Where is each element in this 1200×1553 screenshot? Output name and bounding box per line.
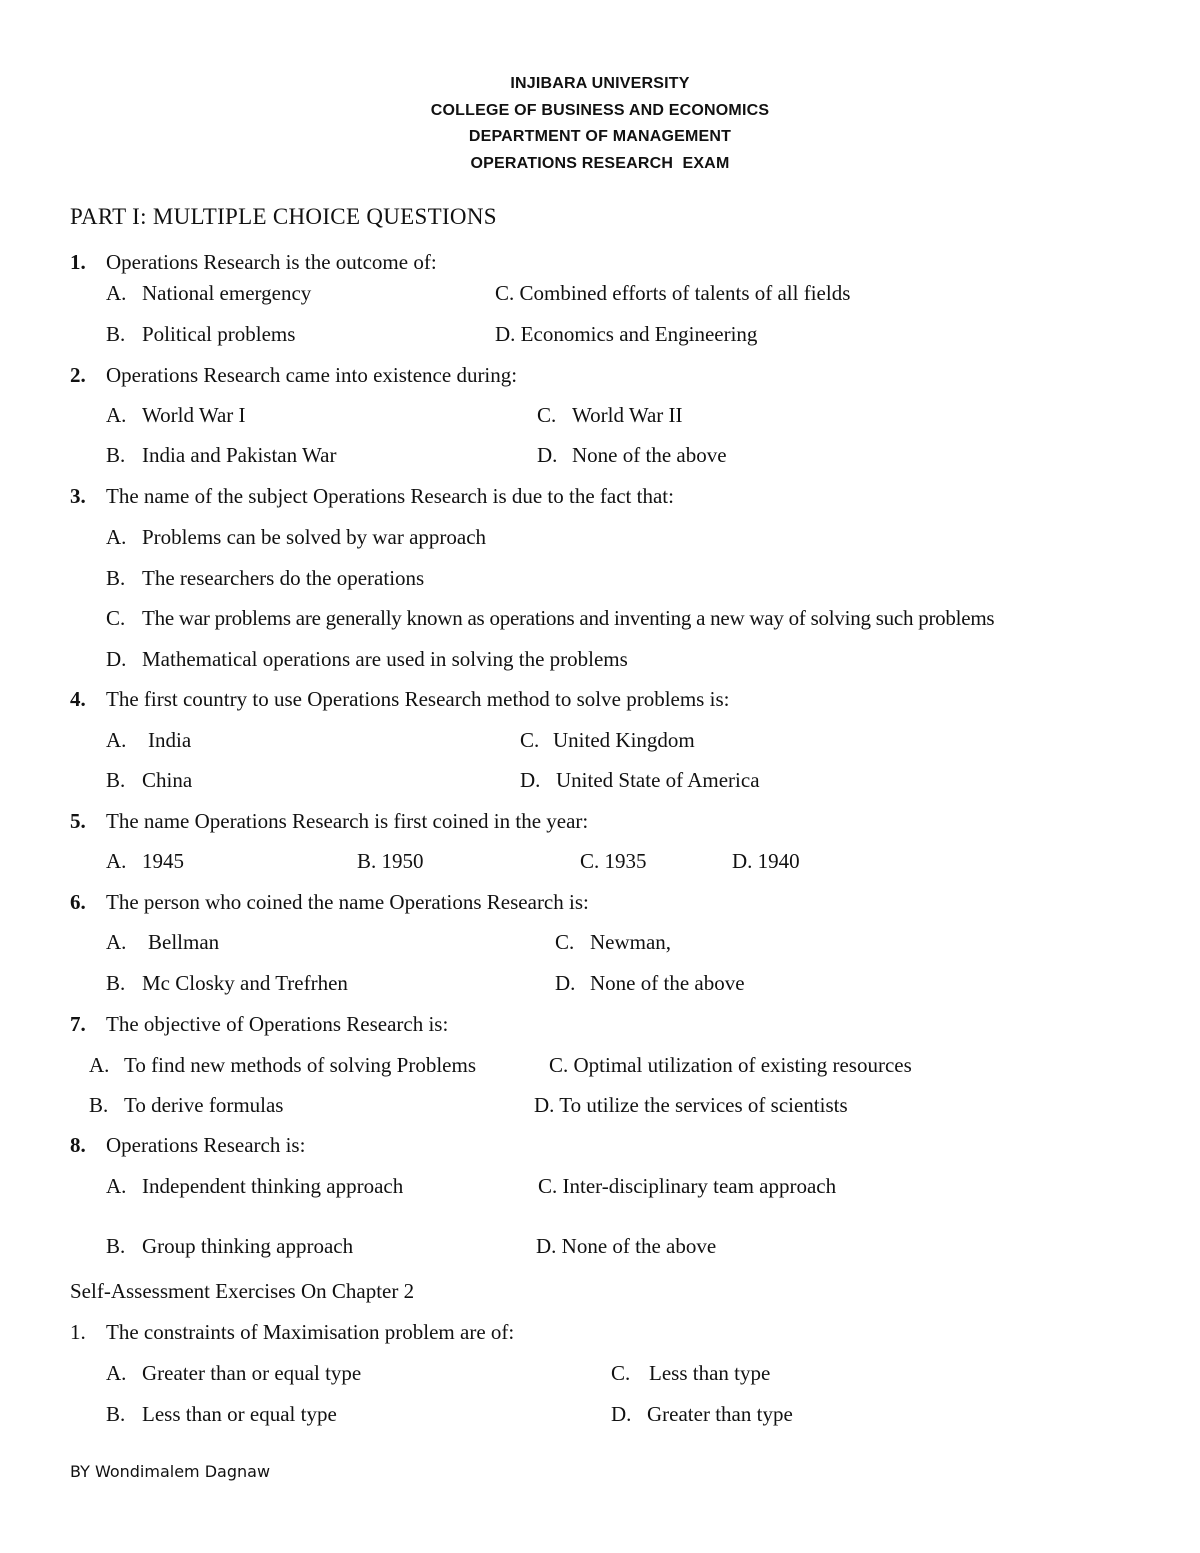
- option-text: World War II: [572, 403, 683, 427]
- option-text: C. Inter-disciplinary team approach: [538, 1174, 837, 1198]
- option-letter: A.: [106, 525, 127, 549]
- option-text: Mathematical operations are used in solving the problems: [142, 647, 628, 671]
- option-letter: A.: [106, 281, 127, 305]
- part-title: PART I: MULTIPLE CHOICE QUESTIONS: [70, 204, 497, 229]
- option-letter: D.: [555, 971, 576, 995]
- option-letter: C.: [520, 728, 540, 752]
- option-text: D. 1940: [732, 849, 800, 873]
- university-name: INJIBARA UNIVERSITY: [510, 75, 690, 92]
- option-text: 1945: [142, 849, 184, 873]
- section-title: Self-Assessment Exercises On Chapter 2: [70, 1279, 415, 1303]
- option-text: Mc Closky and Trefrhen: [142, 971, 348, 995]
- question-text: The first country to use Operations Research method to solve problems is:: [106, 687, 730, 711]
- option-text: Newman,: [590, 930, 672, 954]
- question-number: 7.: [70, 1012, 86, 1036]
- option-letter: A.: [106, 728, 127, 752]
- option-text: To find new methods of solving Problems: [124, 1053, 477, 1077]
- option-letter: C.: [611, 1361, 631, 1385]
- department-name: DEPARTMENT OF MANAGEMENT: [468, 128, 732, 145]
- option-text: World War I: [142, 403, 246, 427]
- exam-title: OPERATIONS RESEARCH EXAM: [470, 155, 730, 172]
- option-letter: B.: [89, 1093, 109, 1117]
- option-text: United State of America: [556, 768, 760, 792]
- option-letter: B.: [106, 443, 126, 467]
- question-text: The objective of Operations Research is:: [106, 1012, 449, 1036]
- option-letter: C.: [106, 606, 126, 630]
- option-letter: A.: [106, 930, 127, 954]
- option-letter: B.: [106, 566, 126, 590]
- question-text: The name Operations Research is first coined in the year:: [106, 809, 589, 833]
- option-text: India and Pakistan War: [142, 443, 337, 467]
- question-number: 6.: [70, 890, 86, 914]
- option-text: B. 1950: [357, 849, 424, 873]
- question-text: The name of the subject Operations Research is due to the fact that:: [106, 484, 674, 508]
- option-text: China: [142, 768, 193, 792]
- question-number: 3.: [70, 484, 86, 508]
- option-text: Political problems: [142, 322, 296, 346]
- college-name: COLLEGE OF BUSINESS AND ECONOMICS: [430, 102, 770, 119]
- option-letter: A.: [89, 1053, 110, 1077]
- question-number: 2.: [70, 363, 86, 387]
- option-letter: C.: [555, 930, 575, 954]
- question-text: The constraints of Maximisation problem are of:: [106, 1320, 515, 1344]
- option-letter: B.: [106, 1234, 126, 1258]
- option-letter: B.: [106, 1402, 126, 1426]
- option-letter: A.: [106, 1361, 127, 1385]
- question-text: The person who coined the name Operations Research is:: [106, 890, 589, 914]
- question-text: Operations Research came into existence during:: [106, 363, 518, 387]
- option-letter: B.: [106, 768, 126, 792]
- question-number: 1.: [70, 1320, 86, 1344]
- option-text: National emergency: [142, 281, 312, 305]
- option-text: Less than type: [649, 1361, 771, 1385]
- option-letter: B.: [106, 971, 126, 995]
- question-number: 5.: [70, 809, 86, 833]
- author-footer: BY Wondimalem Dagnaw: [70, 1462, 271, 1481]
- option-text: Greater than type: [647, 1402, 793, 1426]
- option-text: Less than or equal type: [142, 1402, 337, 1426]
- option-text: Independent thinking approach: [142, 1174, 404, 1198]
- option-text: To derive formulas: [124, 1093, 284, 1117]
- option-text: Greater than or equal type: [142, 1361, 362, 1385]
- option-letter: A.: [106, 403, 127, 427]
- option-text: United Kingdom: [553, 728, 695, 752]
- option-text: None of the above: [572, 443, 727, 467]
- option-letter: C.: [537, 403, 557, 427]
- option-text: Problems can be solved by war approach: [142, 525, 487, 549]
- option-letter: D.: [520, 768, 541, 792]
- option-text: D. Economics and Engineering: [495, 322, 758, 346]
- option-letter: B.: [106, 322, 126, 346]
- option-text: C. Optimal utilization of existing resources: [549, 1053, 912, 1077]
- option-text: D. To utilize the services of scientists: [534, 1093, 848, 1117]
- option-text: D. None of the above: [536, 1234, 717, 1258]
- question-number: 4.: [70, 687, 86, 711]
- question-text: Operations Research is the outcome of:: [106, 250, 437, 274]
- option-text: The war problems are generally known as operations and inventing a new way of solving such problems: [142, 606, 995, 630]
- option-letter: A.: [106, 849, 127, 873]
- option-text: C. 1935: [580, 849, 647, 873]
- option-letter: D.: [537, 443, 558, 467]
- question-text: Operations Research is:: [106, 1133, 306, 1157]
- option-text: India: [148, 728, 192, 752]
- option-text: None of the above: [590, 971, 745, 995]
- option-text: Group thinking approach: [142, 1234, 354, 1258]
- option-text: The researchers do the operations: [142, 566, 425, 590]
- option-letter: A.: [106, 1174, 127, 1198]
- question-number: 1.: [70, 250, 86, 274]
- option-letter: D.: [611, 1402, 632, 1426]
- question-number: 8.: [70, 1133, 86, 1157]
- option-text: Bellman: [148, 930, 220, 954]
- option-text: C. Combined efforts of talents of all fields: [495, 281, 851, 305]
- option-letter: D.: [106, 647, 127, 671]
